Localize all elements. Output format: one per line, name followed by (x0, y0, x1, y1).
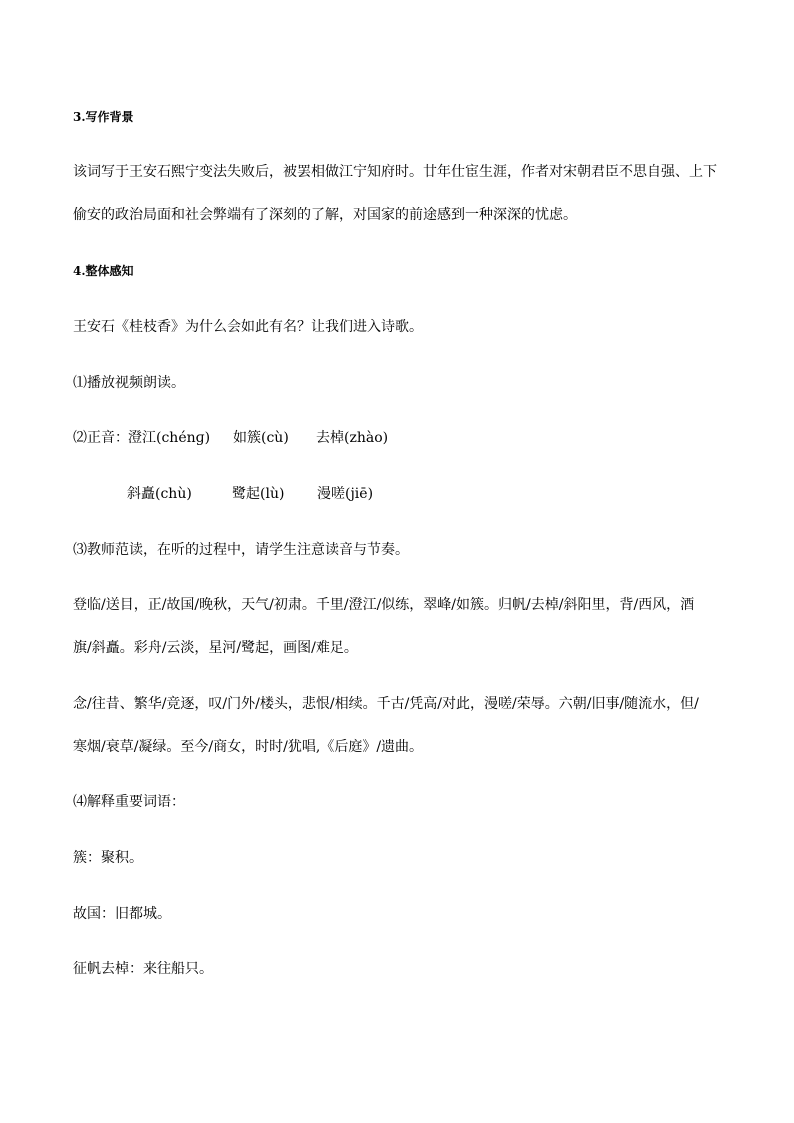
step-3: ⑶教师范读，在听的过程中，请学生注意读音与节奏。 (73, 542, 409, 558)
background-paragraph-line-1: 该词写于王安石熙宁变法失败后，被罢相做江宁知府时。廿年仕宦生涯，作者对宋朝君臣不思自强、上下 (73, 164, 717, 180)
pronunciation-item: 鹭起(lù) (232, 486, 285, 502)
pronunciation-item: 澄江(chénɡ) (128, 430, 211, 446)
step-1: ⑴播放视频朗读。 (73, 375, 185, 391)
pronunciation-item: 去棹(zhào) (316, 430, 389, 446)
rhythm-paragraph-2-line-2: 寒烟/衰草/凝绿。至今/商女，时时/犹唱,《后庭》/遗曲。 (73, 739, 424, 755)
rhythm-paragraph-2-line-1: 念/往昔、繁华/竞逐，叹/门外/楼头，悲恨/相续。千古/凭高/对此，漫嗟/荣辱。六朝/旧事/随流水，但/ (73, 696, 699, 712)
background-paragraph-line-2: 偷安的政治局面和社会弊端有了深刻的了解，对国家的前途感到一种深深的忧虑。 (73, 207, 577, 223)
section-heading-overview: 4.整体感知 (73, 264, 134, 278)
glossary-entry: 征帆去棹：来往船只。 (73, 961, 213, 977)
pronunciation-item: 斜矗(chù) (127, 486, 192, 502)
glossary-entry: 故国：旧都城。 (73, 906, 171, 922)
pronunciation-item: 如簇(cù) (233, 430, 289, 446)
overview-intro: 王安石《桂枝香》为什么会如此有名？让我们进入诗歌。 (73, 319, 423, 335)
pronunciation-item: 漫嗟(jiē) (317, 486, 374, 502)
glossary-entry: 簇：聚积。 (73, 850, 143, 866)
rhythm-paragraph-1-line-1: 登临/送目，正/故国/晚秋，天气/初肃。千里/澄江/似练，翠峰/如簇。归帆/去棹/斜阳里，背/西风，酒 (73, 597, 695, 613)
step-2-label: ⑵正音： (73, 430, 129, 446)
section-heading-background: 3.写作背景 (73, 110, 134, 124)
rhythm-paragraph-1-line-2: 旗/斜矗。彩舟/云淡，星河/鹭起，画图/难足。 (73, 640, 358, 656)
step-4: ⑷解释重要词语： (73, 794, 185, 810)
